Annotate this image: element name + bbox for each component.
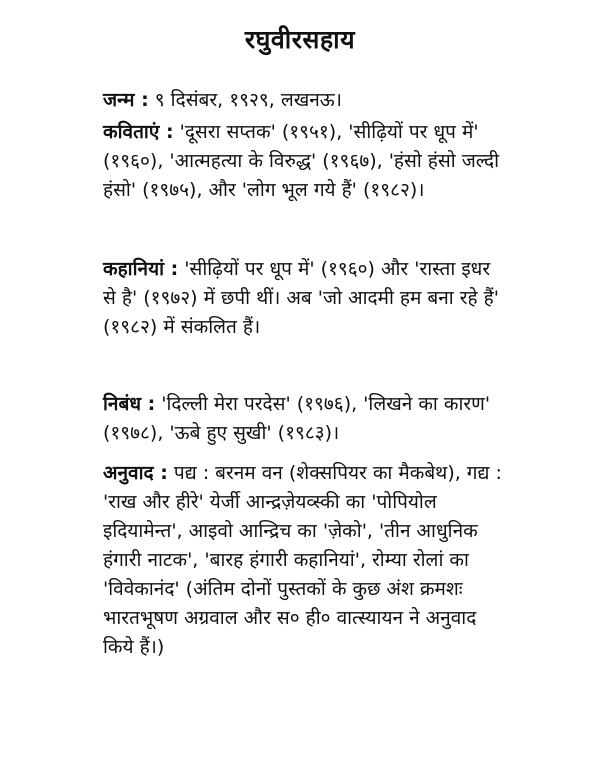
birth-section <box>103 86 505 115</box>
translations-label: अनुवाद : <box>103 462 168 484</box>
birth-label: जन्म : <box>103 89 149 111</box>
poems-label: कविताएं : <box>103 121 174 143</box>
translations-section <box>103 459 505 662</box>
birth-text: ९ दिसंबर, १९२९, लखनऊ। <box>148 89 342 111</box>
stories-section <box>103 255 505 342</box>
essays-label: निबंध : <box>103 393 156 415</box>
stories-text: 'सीढ़ियों पर धूप में' (१९६०) और 'रास्ता इधर से है' (१९७२) में छपी थीं। अब 'जो आदमी हम बना रहे हैं' (१९८२) में संकलित हैं। <box>103 258 499 338</box>
stories-label: कहानियां : <box>103 258 179 280</box>
page-title: रघुवीरसहाय <box>244 25 356 54</box>
poems-text: 'दूसरा सप्तक' (१९५१), 'सीढ़ियों पर धूप में' (१९६०), 'आत्महत्या के विरुद्ध' (१९६७), 'हंसो हंसो जल्दी हंसो' (१९७५), और 'लोग भूल गये हैं' (१९८२)। <box>103 121 500 201</box>
poems-section <box>103 118 505 205</box>
translations-text: पद्य : बरनम वन (शेक्सपियर का मैकबेथ), गद्य : 'राख और हीरे' येर्जी आन्द्रज़ेयव्स्की का 'पोपियोल इदियामेन्त', आइवो आन्द्रिच का 'ज़ेको', 'तीन आधुनिक हंगारी नाटक', 'बारह हंगारी कहानियां', रोम्या रोलां का 'विवेकानंद' (अंतिम दोनों पुस्तकों के कुछ अंश क्रमशः भारतभूषण अग्रवाल और स० ही० वात्स्यायन ने अनुवाद किये हैं।) <box>103 462 502 658</box>
essays-section <box>103 390 505 448</box>
essays-text: 'दिल्ली मेरा परदेस' (१९७६), 'लिखने का कारण' (१९७८), 'ऊबे हुए सुखी' (१९८३)। <box>103 393 491 444</box>
